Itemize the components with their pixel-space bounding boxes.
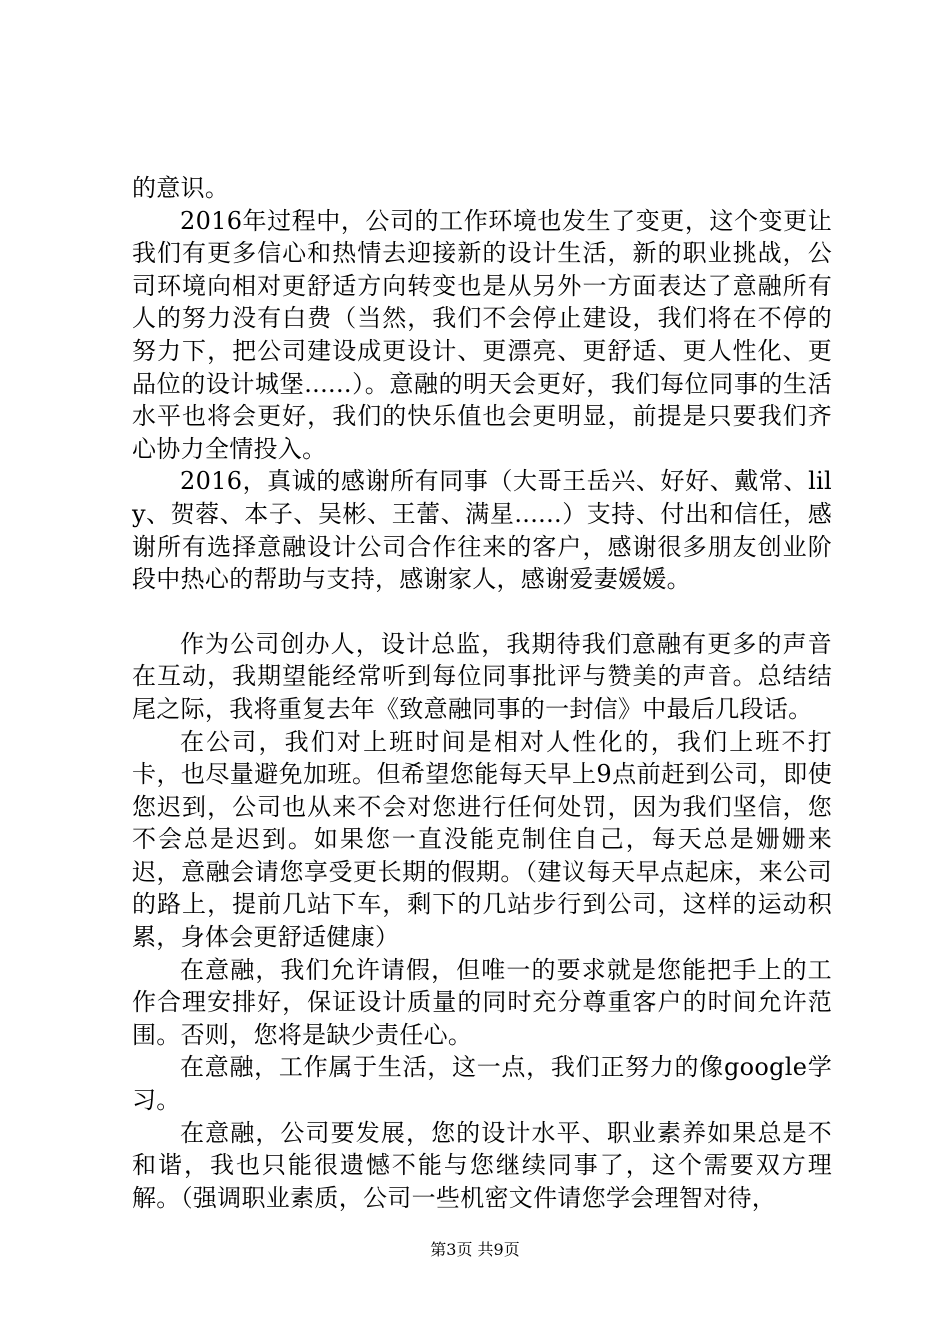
paragraph-work-environment: 2016年过程中，公司的工作环境也发生了变更，这个变更让我们有更多信心和热情去迎接新的设计生活，新的职业挑战，公司环境向相对更舒适方向转变也是从另外一方面表达了意融所有人的努力没有白费（当然，我们不会停止建设，我们将在不停的努力下，把公司建设成更设计、更漂亮、更舒适、更人性化、更品位的设计城堡......）。意融的明天会更好，我们每位同事的生活水平也将会更好，我们的快乐值也会更明显，前提是只要我们齐心协力全情投入。 (132, 206, 832, 463)
document-body (132, 172, 832, 1214)
paragraph-founder-message: 作为公司创办人，设计总监，我期待我们意融有更多的声音在互动，我期望能经常听到每位同事批评与赞美的声音。总结结尾之际，我将重复去年《致意融同事的一封信》中最后几段话。 (132, 629, 832, 723)
paragraph-spacer (132, 596, 832, 628)
paragraph-leave-policy: 在意融，我们允许请假，但唯一的要求就是您能把手上的工作合理安排好，保证设计质量的同时充分尊重客户的时间允许范围。否则，您将是缺少责任心。 (132, 955, 832, 1049)
paragraph-work-life: 在意融，工作属于生活，这一点，我们正努力的像google学习。 (132, 1053, 832, 1115)
paragraph-working-hours: 在公司，我们对上班时间是相对人性化的，我们上班不打卡，也尽量避免加班。但希望您能每天早上9点前赶到公司，即使您迟到，公司也从来不会对您进行任何处罚，因为我们坚信，您不会总是迟到。如果您一直没能克制住自己，每天总是姗姗来迟，意融会请您享受更长期的假期。（建议每天早点起床，来公司的路上，提前几站下车，剩下的几站步行到公司，这样的运动积累，身体会更舒适健康） (132, 727, 832, 952)
paragraph-continuation: 的意识。 (132, 174, 230, 202)
paragraph-professionalism: 在意融，公司要发展，您的设计水平、职业素养如果总是不和谐，我也只能很遗憾不能与您继续同事了，这个需要双方理解。（强调职业素质，公司一些机密文件请您学会理智对待， (132, 1118, 832, 1212)
page-number-footer: 第3页 共9页 (430, 1240, 520, 1259)
paragraph-thanks: 2016，真诚的感谢所有同事（大哥王岳兴、好好、戴常、lily、贺蓉、本子、吴彬、王蕾、满星......）支持、付出和信任，感谢所有选择意融设计公司合作往来的客户，感谢很多朋友创业阶段中热心的帮助与支持，感谢家人，感谢爱妻媛媛。 (132, 467, 832, 594)
